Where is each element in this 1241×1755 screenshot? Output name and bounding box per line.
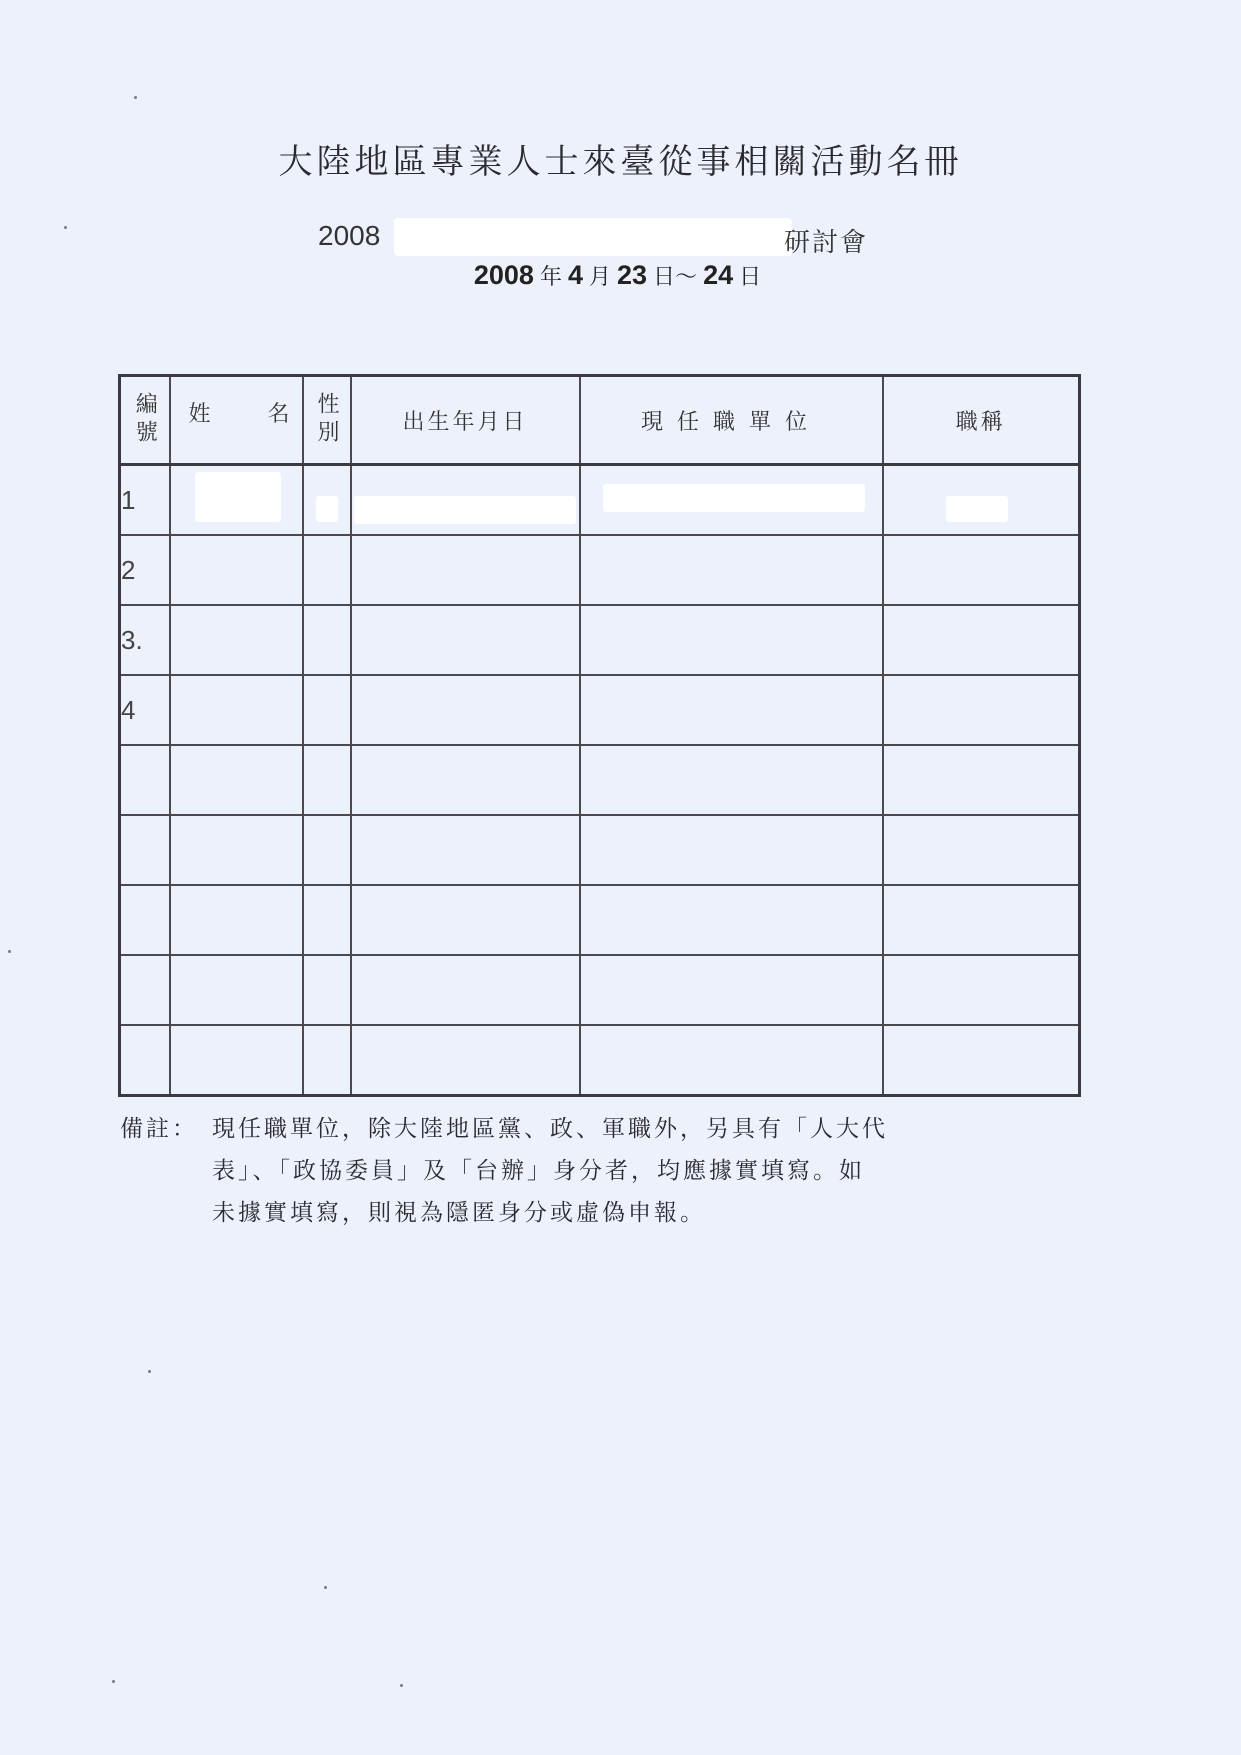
roster-table: [118, 374, 1081, 1097]
row-number: [120, 885, 170, 955]
header-name-given: 名: [267, 401, 290, 427]
redacted-event-name: [394, 218, 792, 256]
title-cell[interactable]: [883, 1025, 1080, 1096]
header-name-surname: 姓: [188, 401, 211, 427]
scan-speck: [64, 226, 67, 229]
table-row: [120, 1025, 1080, 1096]
scan-speck: [134, 96, 137, 99]
gender-cell[interactable]: [303, 1025, 351, 1096]
redacted-title: [946, 496, 1008, 522]
header-name: [170, 376, 303, 465]
remark-note: [120, 1108, 1060, 1234]
unit-cell[interactable]: [580, 815, 883, 885]
name-cell[interactable]: [170, 815, 303, 885]
row-number: [120, 1025, 170, 1096]
remark-line: 表」、「政協委員」及「台辦」身分者，均應據實填寫。如: [212, 1158, 865, 1184]
date-day-end: 24: [703, 260, 734, 290]
gender-cell[interactable]: [303, 955, 351, 1025]
remark-label: 備註：: [120, 1116, 198, 1142]
unit-cell[interactable]: [580, 1025, 883, 1096]
table-row: [120, 815, 1080, 885]
table-row: [120, 605, 1080, 675]
unit-cell[interactable]: [580, 465, 883, 536]
document-title: 大陸地區專業人士來臺從事相關活動名冊: [278, 142, 963, 182]
birth-cell[interactable]: [351, 465, 580, 536]
unit-cell[interactable]: [580, 605, 883, 675]
scan-speck: [400, 1684, 403, 1687]
birth-cell[interactable]: [351, 815, 580, 885]
birth-cell[interactable]: [351, 605, 580, 675]
redacted-name: [195, 472, 281, 522]
date-month: 4: [567, 260, 583, 290]
title-cell[interactable]: [883, 745, 1080, 815]
birth-cell[interactable]: [351, 885, 580, 955]
row-number: 2: [120, 535, 170, 605]
unit-cell[interactable]: [580, 885, 883, 955]
name-cell[interactable]: [170, 745, 303, 815]
event-suffix: 研討會: [784, 228, 869, 258]
gender-cell[interactable]: [303, 675, 351, 745]
name-cell[interactable]: [170, 675, 303, 745]
date-day-start: 23: [617, 260, 648, 290]
header-birth: 出生年月日: [351, 376, 580, 465]
unit-cell[interactable]: [580, 745, 883, 815]
scan-speck: [148, 1370, 151, 1373]
table-row: [120, 675, 1080, 745]
row-number: 3.: [120, 605, 170, 675]
table-row: [120, 535, 1080, 605]
unit-cell[interactable]: [580, 535, 883, 605]
title-cell[interactable]: [883, 465, 1080, 536]
row-number: [120, 955, 170, 1025]
scan-speck: [8, 950, 11, 953]
table-row: [120, 465, 1080, 536]
date-year: 2008: [473, 260, 534, 290]
remark-line: 現任職單位，除大陸地區黨、政、軍職外，另具有「人大代: [212, 1116, 888, 1142]
row-number: 1: [120, 465, 170, 536]
row-number: 4: [120, 675, 170, 745]
event-year: 2008: [318, 220, 381, 251]
date-day-unit-1: 日～: [653, 265, 698, 290]
name-cell[interactable]: [170, 1025, 303, 1096]
name-cell[interactable]: [170, 465, 303, 536]
date-day-unit-2: 日: [739, 265, 762, 290]
table-row: [120, 745, 1080, 815]
scan-speck: [324, 1586, 327, 1589]
row-number: [120, 745, 170, 815]
title-cell[interactable]: [883, 955, 1080, 1025]
title-cell[interactable]: [883, 675, 1080, 745]
date-month-unit: 月: [588, 265, 611, 290]
date-year-unit: 年: [539, 265, 562, 290]
scan-speck: [112, 1680, 115, 1683]
redacted-birth: [354, 496, 576, 524]
table-header-row: [120, 376, 1080, 465]
title-cell[interactable]: [883, 605, 1080, 675]
name-cell[interactable]: [170, 955, 303, 1025]
birth-cell[interactable]: [351, 955, 580, 1025]
title-cell[interactable]: [883, 815, 1080, 885]
birth-cell[interactable]: [351, 535, 580, 605]
birth-cell[interactable]: [351, 1025, 580, 1096]
name-cell[interactable]: [170, 535, 303, 605]
title-cell[interactable]: [883, 535, 1080, 605]
event-line: [318, 218, 918, 258]
birth-cell[interactable]: [351, 675, 580, 745]
header-title: 職稱: [883, 376, 1080, 465]
table-row: [120, 955, 1080, 1025]
gender-cell[interactable]: [303, 465, 351, 536]
gender-cell[interactable]: [303, 535, 351, 605]
gender-cell[interactable]: [303, 815, 351, 885]
header-unit: 現任職單位: [580, 376, 883, 465]
header-number: 編號: [120, 376, 170, 465]
title-cell[interactable]: [883, 885, 1080, 955]
name-cell[interactable]: [170, 885, 303, 955]
unit-cell[interactable]: [580, 955, 883, 1025]
event-date: [0, 258, 1241, 291]
birth-cell[interactable]: [351, 745, 580, 815]
row-number: [120, 815, 170, 885]
gender-cell[interactable]: [303, 605, 351, 675]
header-gender: 性別: [303, 376, 351, 465]
unit-cell[interactable]: [580, 675, 883, 745]
gender-cell[interactable]: [303, 885, 351, 955]
name-cell[interactable]: [170, 605, 303, 675]
redacted-gender: [316, 496, 338, 522]
redacted-unit: [603, 484, 865, 512]
table-row: [120, 885, 1080, 955]
remark-line: 未據實填寫，則視為隱匿身分或虛偽申報。: [212, 1200, 706, 1226]
gender-cell[interactable]: [303, 745, 351, 815]
